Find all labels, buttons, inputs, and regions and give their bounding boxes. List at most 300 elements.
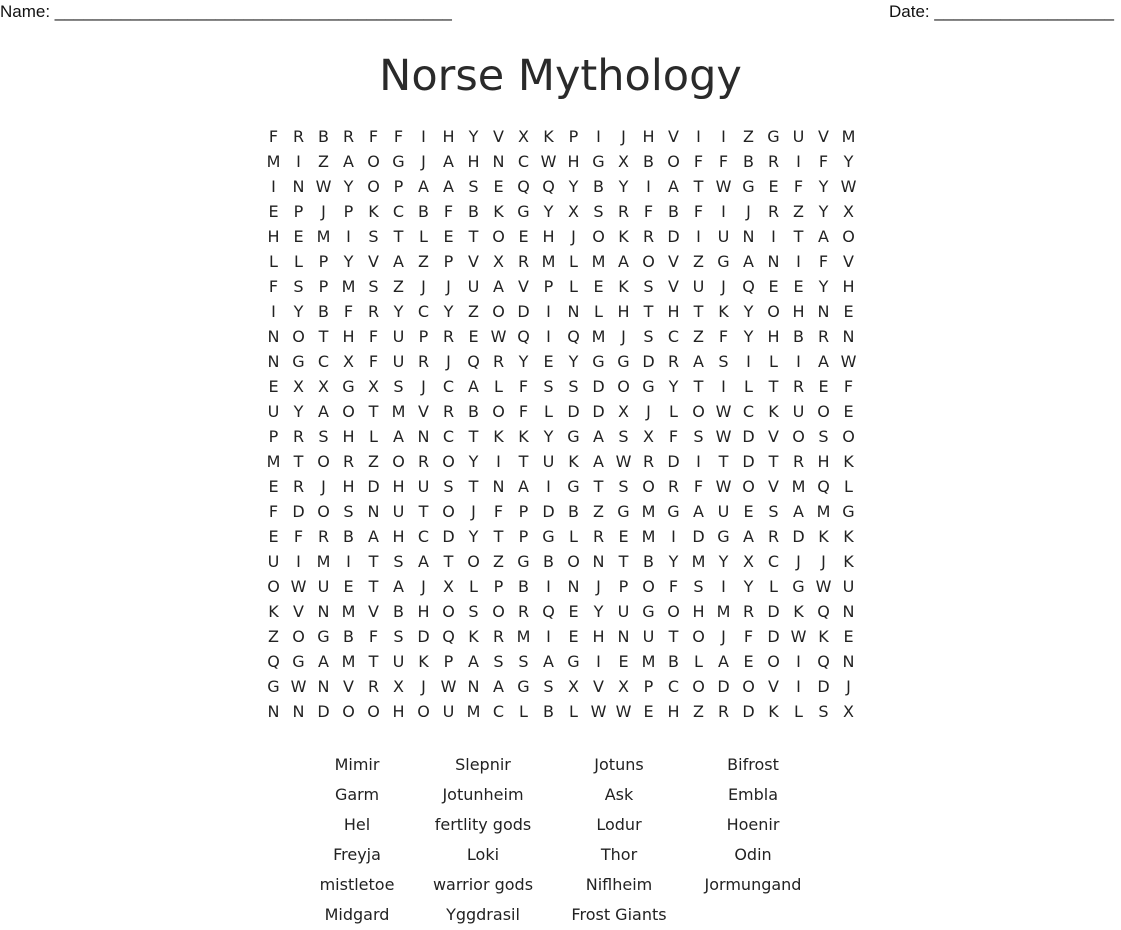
grid-letter: G [392, 152, 405, 171]
grid-letter: D [417, 627, 430, 646]
grid-letter: M [641, 527, 656, 546]
grid-letter: N [317, 602, 330, 621]
grid-letter: E [518, 227, 529, 246]
grid-letter: K [818, 527, 829, 546]
grid-letter: O [642, 477, 655, 496]
grid-letter: J [321, 202, 326, 221]
grid-row [261, 674, 861, 699]
grid-letter: D [742, 452, 755, 471]
grid-letter: F [368, 327, 379, 346]
grid-letter: A [418, 552, 429, 571]
grid-letter: B [393, 602, 404, 621]
grid-letter: X [343, 352, 354, 371]
grid-letter: B [518, 577, 529, 596]
grid-letter: E [818, 377, 829, 396]
grid-letter: D [642, 352, 655, 371]
grid-row [261, 449, 861, 474]
grid-letter: R [642, 452, 655, 471]
grid-letter: B [668, 202, 679, 221]
grid-letter: T [468, 427, 479, 446]
grid-letter: N [842, 602, 855, 621]
grid-letter: A [318, 402, 329, 421]
grid-letter: I [546, 477, 551, 496]
grid-letter: H [792, 302, 805, 321]
grid-letter: R [642, 227, 655, 246]
grid-letter: C [442, 377, 455, 396]
grid-letter: F [668, 427, 679, 446]
grid-letter: F [518, 377, 529, 396]
grid-letter: F [268, 277, 279, 296]
grid-letter: N [317, 677, 330, 696]
grid-letter: C [392, 202, 405, 221]
grid-letter: M [641, 652, 656, 671]
grid-letter: C [667, 677, 680, 696]
grid-letter: V [468, 252, 479, 271]
grid-letter: I [271, 302, 276, 321]
grid-letter: V [293, 602, 304, 621]
word-bank-item: Frost Giants [571, 905, 667, 924]
grid-letter: A [368, 527, 379, 546]
grid-letter: S [818, 427, 829, 446]
grid-letter: O [492, 227, 505, 246]
grid-letter: E [443, 227, 454, 246]
grid-letter: I [721, 127, 726, 146]
grid-letter: B [543, 702, 554, 721]
grid-letter: P [418, 327, 429, 346]
grid-letter: D [692, 527, 705, 546]
grid-letter: P [568, 127, 579, 146]
grid-letter: D [667, 452, 680, 471]
grid-letter: X [368, 377, 379, 396]
grid-letter: Y [568, 177, 579, 196]
grid-letter: V [343, 677, 354, 696]
grid-letter: H [417, 602, 430, 621]
grid-letter: X [568, 202, 579, 221]
name-field-label: Name: __________________________________________ [0, 2, 452, 21]
grid-letter: K [768, 402, 779, 421]
grid-letter: N [842, 652, 855, 671]
grid-letter: K [768, 702, 779, 721]
grid-row [261, 624, 861, 649]
grid-letter: O [442, 602, 455, 621]
grid-letter: L [469, 577, 478, 596]
grid-letter: O [367, 177, 380, 196]
grid-letter: K [543, 127, 554, 146]
grid-letter: U [317, 577, 330, 596]
grid-letter: A [593, 427, 604, 446]
grid-letter: F [693, 152, 704, 171]
grid-letter: M [791, 477, 806, 496]
grid-letter: V [768, 477, 779, 496]
grid-letter: H [342, 427, 355, 446]
grid-letter: S [393, 552, 404, 571]
grid-letter: U [467, 277, 480, 296]
grid-letter: J [646, 402, 651, 421]
grid-letter: R [442, 327, 455, 346]
grid-letter: Z [468, 302, 479, 321]
grid-letter: V [368, 252, 379, 271]
grid-letter: Y [668, 552, 679, 571]
word-bank-item: Jormungand [704, 875, 802, 894]
grid-letter: Y [818, 277, 829, 296]
grid-letter: Q [542, 177, 555, 196]
grid-letter: T [368, 652, 379, 671]
grid-letter: H [542, 227, 555, 246]
grid-letter: T [293, 452, 304, 471]
grid-letter: U [442, 702, 455, 721]
grid-letter: N [817, 302, 830, 321]
word-bank-item: Midgard [324, 905, 390, 924]
grid-letter: E [568, 602, 579, 621]
grid-letter: W [440, 677, 457, 696]
grid-letter: V [668, 277, 679, 296]
grid-letter: F [518, 402, 529, 421]
grid-letter: U [717, 227, 730, 246]
grid-letter: P [443, 252, 454, 271]
grid-letter: E [568, 627, 579, 646]
grid-letter: T [668, 627, 679, 646]
grid-letter: B [743, 152, 754, 171]
grid-letter: R [492, 627, 505, 646]
grid-letter: V [768, 427, 779, 446]
grid-letter: D [742, 702, 755, 721]
grid-letter: A [743, 252, 754, 271]
grid-letter: M [591, 252, 606, 271]
grid-letter: S [343, 502, 354, 521]
grid-letter: B [793, 327, 804, 346]
grid-letter: X [843, 702, 854, 721]
grid-letter: I [546, 627, 551, 646]
grid-letter: S [543, 377, 554, 396]
grid-letter: R [817, 327, 830, 346]
grid-letter: O [617, 377, 630, 396]
grid-letter: S [293, 277, 304, 296]
grid-letter: P [643, 677, 654, 696]
grid-letter: E [293, 227, 304, 246]
grid-letter: Z [693, 702, 704, 721]
grid-letter: O [642, 577, 655, 596]
grid-letter: A [693, 502, 704, 521]
grid-letter: M [266, 452, 281, 471]
grid-letter: F [718, 152, 729, 171]
word-bank-item: Slepnir [455, 755, 511, 774]
grid-letter: V [368, 602, 379, 621]
grid-letter: O [692, 677, 705, 696]
grid-letter: E [793, 277, 804, 296]
grid-letter: K [568, 452, 579, 471]
grid-letter: O [267, 577, 280, 596]
grid-letter: K [268, 602, 279, 621]
grid-letter: F [818, 252, 829, 271]
grid-letter: L [369, 427, 378, 446]
grid-letter: O [642, 252, 655, 271]
grid-letter: X [293, 377, 304, 396]
grid-letter: M [316, 227, 331, 246]
word-bank-item: Jotuns [594, 755, 644, 774]
grid-letter: S [643, 277, 654, 296]
grid-letter: E [618, 652, 629, 671]
grid-letter: Y [618, 177, 629, 196]
grid-letter: F [268, 127, 279, 146]
grid-letter: I [646, 177, 651, 196]
grid-letter: Y [343, 177, 354, 196]
grid-letter: L [519, 702, 528, 721]
grid-letter: G [517, 202, 530, 221]
grid-letter: M [541, 252, 556, 271]
grid-row [261, 524, 861, 549]
grid-letter: H [817, 452, 830, 471]
grid-letter: G [567, 427, 580, 446]
grid-letter: T [318, 327, 329, 346]
grid-row [261, 299, 861, 324]
grid-letter: F [693, 202, 704, 221]
grid-letter: H [442, 127, 455, 146]
grid-letter: I [796, 252, 801, 271]
grid-letter: A [468, 377, 479, 396]
grid-letter: T [693, 377, 704, 396]
grid-letter: V [768, 677, 779, 696]
grid-letter: Y [393, 302, 404, 321]
grid-letter: D [792, 527, 805, 546]
grid-letter: M [591, 327, 606, 346]
grid-letter: G [617, 502, 630, 521]
grid-letter: K [468, 627, 479, 646]
grid-letter: V [818, 127, 829, 146]
grid-letter: D [442, 527, 455, 546]
grid-letter: R [717, 702, 730, 721]
grid-letter: B [593, 177, 604, 196]
grid-letter: E [543, 352, 554, 371]
grid-letter: G [792, 577, 805, 596]
grid-letter: U [642, 627, 655, 646]
page-title: Norse Mythology [379, 51, 742, 101]
grid-letter: S [718, 352, 729, 371]
grid-letter: U [542, 452, 555, 471]
word-bank-item: Garm [334, 785, 380, 804]
grid-letter: E [593, 277, 604, 296]
grid-letter: I [796, 652, 801, 671]
grid-letter: Q [517, 177, 530, 196]
grid-letter: A [443, 177, 454, 196]
grid-letter: E [768, 277, 779, 296]
grid-row [261, 124, 861, 149]
grid-letter: J [421, 152, 426, 171]
grid-letter: H [642, 127, 655, 146]
grid-letter: E [843, 402, 854, 421]
grid-letter: T [718, 452, 729, 471]
grid-letter: I [546, 327, 551, 346]
grid-letter: T [693, 302, 704, 321]
grid-letter: E [618, 527, 629, 546]
grid-letter: W [615, 452, 632, 471]
grid-letter: M [816, 502, 831, 521]
grid-letter: R [292, 427, 305, 446]
grid-letter: C [742, 402, 755, 421]
grid-letter: N [467, 677, 480, 696]
grid-letter: U [792, 402, 805, 421]
grid-letter: B [543, 552, 554, 571]
grid-letter: P [268, 427, 279, 446]
grid-letter: J [421, 277, 426, 296]
grid-letter: W [815, 577, 832, 596]
grid-letter: V [493, 127, 504, 146]
grid-letter: J [821, 552, 826, 571]
grid-letter: I [546, 577, 551, 596]
grid-letter: L [419, 227, 428, 246]
grid-letter: E [743, 502, 754, 521]
grid-letter: E [743, 652, 754, 671]
grid-letter: B [643, 552, 654, 571]
grid-letter: I [296, 152, 301, 171]
grid-letter: Q [817, 652, 830, 671]
grid-letter: P [518, 502, 529, 521]
grid-letter: G [742, 177, 755, 196]
grid-letter: J [421, 677, 426, 696]
grid-letter: M [516, 627, 531, 646]
grid-letter: X [318, 377, 329, 396]
grid-letter: H [617, 302, 630, 321]
grid-letter: D [592, 402, 605, 421]
grid-letter: S [643, 327, 654, 346]
grid-letter: E [843, 302, 854, 321]
grid-letter: L [844, 477, 853, 496]
grid-letter: R [342, 127, 355, 146]
grid-letter: U [392, 502, 405, 521]
grid-letter: S [468, 177, 479, 196]
grid-letter: X [743, 552, 754, 571]
grid-letter: H [592, 627, 605, 646]
grid-letter: I [796, 352, 801, 371]
grid-letter: L [294, 252, 303, 271]
grid-letter: J [421, 577, 426, 596]
grid-letter: A [593, 452, 604, 471]
grid-letter: T [768, 377, 779, 396]
grid-letter: P [343, 202, 354, 221]
grid-letter: R [517, 252, 530, 271]
grid-letter: O [667, 152, 680, 171]
grid-letter: C [417, 302, 430, 321]
grid-letter: A [318, 652, 329, 671]
grid-row [261, 249, 861, 274]
grid-letter: O [492, 302, 505, 321]
grid-letter: L [769, 352, 778, 371]
grid-letter: A [743, 527, 754, 546]
grid-row [261, 474, 861, 499]
grid-letter: D [767, 602, 780, 621]
grid-letter: A [493, 677, 504, 696]
grid-letter: K [843, 552, 854, 571]
word-bank-item: Thor [600, 845, 638, 864]
grid-letter: R [667, 352, 680, 371]
grid-letter: V [668, 252, 679, 271]
grid-letter: Z [418, 252, 429, 271]
grid-letter: T [793, 227, 804, 246]
grid-letter: Y [443, 302, 454, 321]
grid-letter: A [693, 352, 704, 371]
grid-letter: E [768, 177, 779, 196]
grid-letter: K [843, 452, 854, 471]
grid-letter: Z [793, 202, 804, 221]
grid-letter: I [421, 127, 426, 146]
grid-letter: F [643, 202, 654, 221]
grid-letter: O [692, 627, 705, 646]
grid-letter: W [290, 577, 307, 596]
grid-letter: O [442, 502, 455, 521]
grid-letter: B [468, 402, 479, 421]
grid-letter: I [346, 552, 351, 571]
grid-letter: T [468, 227, 479, 246]
grid-letter: M [341, 277, 356, 296]
grid-letter: T [493, 527, 504, 546]
grid-letter: Y [343, 252, 354, 271]
grid-letter: H [392, 702, 405, 721]
grid-letter: M [716, 602, 731, 621]
grid-row [261, 649, 861, 674]
grid-letter: J [421, 377, 426, 396]
grid-letter: O [417, 702, 430, 721]
grid-letter: J [446, 352, 451, 371]
word-bank-item: Loki [466, 845, 500, 864]
grid-letter: I [721, 377, 726, 396]
grid-letter: E [268, 527, 279, 546]
grid-letter: Z [593, 502, 604, 521]
grid-letter: I [721, 577, 726, 596]
grid-letter: U [392, 327, 405, 346]
grid-letter: Q [517, 327, 530, 346]
grid-letter: J [621, 127, 626, 146]
grid-letter: G [642, 602, 655, 621]
grid-letter: P [318, 277, 329, 296]
grid-letter: P [443, 652, 454, 671]
grid-letter: O [592, 227, 605, 246]
grid-letter: Y [818, 177, 829, 196]
grid-letter: I [271, 177, 276, 196]
grid-letter: F [268, 502, 279, 521]
grid-letter: R [667, 477, 680, 496]
grid-letter: M [341, 652, 356, 671]
grid-letter: W [490, 327, 507, 346]
grid-letter: Y [668, 377, 679, 396]
grid-letter: C [492, 702, 505, 721]
grid-letter: Y [568, 352, 579, 371]
word-bank-item: fertlity gods [434, 815, 532, 834]
grid-letter: F [393, 127, 404, 146]
grid-letter: F [368, 352, 379, 371]
grid-letter: S [443, 477, 454, 496]
grid-letter: Y [718, 552, 729, 571]
grid-letter: I [696, 127, 701, 146]
grid-letter: S [568, 377, 579, 396]
grid-letter: T [518, 452, 529, 471]
grid-letter: S [318, 427, 329, 446]
grid-letter: N [367, 502, 380, 521]
grid-letter: D [292, 502, 305, 521]
grid-letter: M [641, 502, 656, 521]
grid-letter: A [793, 502, 804, 521]
grid-letter: P [393, 177, 404, 196]
grid-letter: W [315, 177, 332, 196]
grid-letter: H [667, 702, 680, 721]
grid-letter: D [542, 502, 555, 521]
grid-letter: I [296, 552, 301, 571]
grid-letter: T [693, 177, 704, 196]
grid-letter: V [843, 252, 854, 271]
grid-letter: L [694, 652, 703, 671]
grid-letter: M [391, 402, 406, 421]
grid-letter: J [721, 277, 726, 296]
grid-row [261, 699, 861, 724]
grid-letter: X [618, 152, 629, 171]
